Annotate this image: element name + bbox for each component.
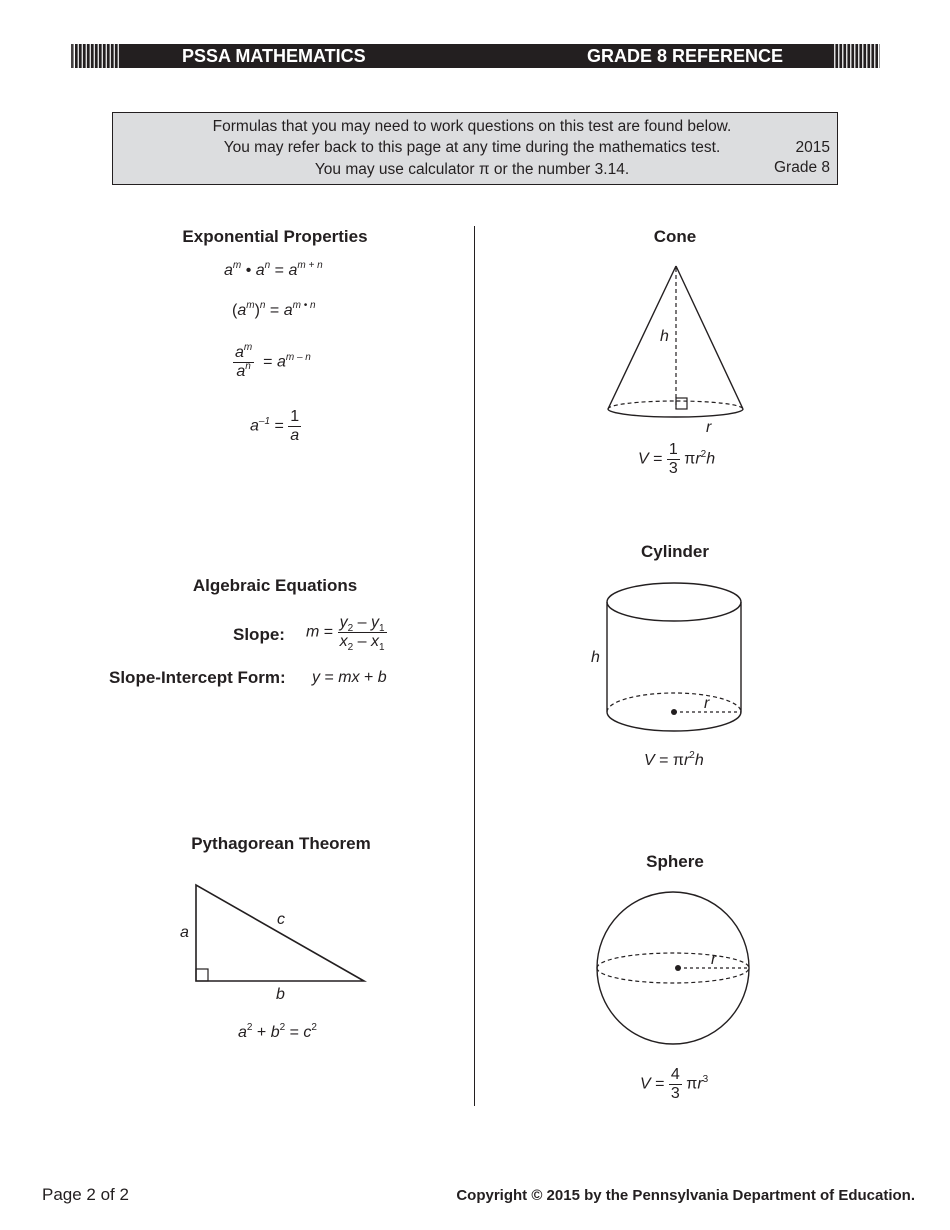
cone-label-h: h (660, 328, 669, 345)
triangle-label-c: c (277, 911, 285, 928)
triangle-label-b: b (276, 986, 285, 1003)
slope-intercept-label: Slope-Intercept Form: (109, 668, 286, 687)
exponent-product-rule: $a^m$ • $a^n = a^{m + n}$ (224, 260, 323, 279)
header-left-title: PSSA MATHEMATICS (182, 46, 366, 66)
cone-volume-formula: V = $\frac{1}{3}$ $\pi r^2h$ (638, 441, 716, 477)
pythagorean-formula: $a^2 + b^2 = c^2$ (238, 1022, 317, 1041)
sphere-volume-formula: V = $\frac{4}{3}$ $\pi r^3$ (640, 1066, 709, 1102)
slope-intercept-formula: y = mx + b (312, 669, 387, 686)
cylinder-label-r: r (704, 695, 710, 712)
sphere-label-r: r (711, 951, 717, 968)
info-line-1: Formulas that you may need to work questions on this test are found below. (212, 118, 732, 135)
cylinder-heading: Cylinder (640, 542, 710, 561)
cone-label-r: r (706, 419, 712, 436)
info-grade: Grade 8 (773, 159, 830, 176)
header-right-title: GRADE 8 REFERENCE (587, 46, 784, 66)
slope-label: Slope: (233, 625, 285, 644)
triangle-label-a: a (180, 924, 189, 941)
cylinder-volume-formula: $V = \pi r^2h$ (644, 750, 704, 769)
cone-heading: Cone (653, 227, 697, 246)
sphere-heading: Sphere (646, 852, 704, 871)
exponent-power-rule: $(a^m)^n = a^{m • n}$ (232, 300, 316, 319)
page-number: Page 2 of 2 (42, 1185, 129, 1204)
algebraic-heading: Algebraic Equations (192, 576, 358, 595)
pythagorean-heading: Pythagorean Theorem (191, 834, 371, 853)
exponent-negative-rule: $a^{-1}$ = $\frac{1}{a}$ (250, 408, 300, 444)
info-year: 2015 (795, 139, 830, 156)
cylinder-label-h: h (591, 649, 600, 666)
exponent-quotient-rule: $\frac{a^m}{a^n}$ = $a^{m - n}$ (235, 342, 311, 380)
exponential-heading: Exponential Properties (182, 227, 368, 246)
slope-formula: m = $\frac{y_2 - y_1}{x_2 - x_1}$ (306, 614, 385, 653)
info-line-2: You may refer back to this page at any time during the mathematics test. (223, 139, 721, 156)
copyright-notice: Copyright © 2015 by the Pennsylvania Department of Education. (456, 1187, 915, 1204)
info-line-3: You may use calculator π or the number 3.14. (314, 161, 630, 178)
